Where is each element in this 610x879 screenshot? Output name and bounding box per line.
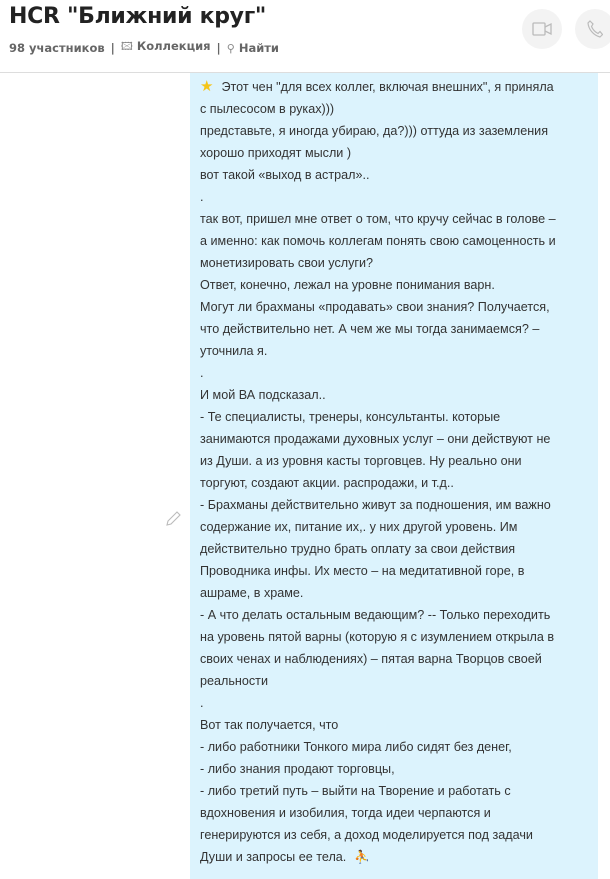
message-line: [200, 208, 556, 230]
message-line-text: вдохновения и изобилия, тогда идеи черпаются и: [200, 806, 491, 820]
message-line: [200, 714, 556, 736]
search-link[interactable]: [227, 41, 279, 55]
message-line: [200, 604, 556, 626]
message-line: [200, 362, 556, 384]
participants-link[interactable]: 98 участников: [9, 40, 105, 55]
message-line-text: торгуют, создают акции. распродажи, и т.д..: [200, 476, 454, 490]
message-line-text: Этот чен "для всех коллег, включая внешних", я приняла: [221, 80, 554, 94]
message-line-text: а именно: как помочь коллегам понять свою самоценность и: [200, 234, 556, 248]
chat-area: [0, 73, 610, 879]
message-line-text: - либо знания продают торговцы,: [200, 762, 395, 776]
message-line: [200, 164, 556, 186]
message-line: [200, 538, 556, 560]
star-emoji-icon: ★: [200, 78, 214, 95]
message-line: [200, 780, 556, 802]
message-line-text: - А что делать остальным ведающим? -- Только переходить: [200, 608, 551, 622]
message-line: [200, 692, 556, 714]
message-line-text: занимаются продажами духовных услуг – они действуют не: [200, 432, 551, 446]
video-call-button[interactable]: [522, 9, 562, 49]
message-line-text: на уровень пятой варны (которую я с изумлением открыла в: [200, 630, 555, 644]
message-line-text: - либо третий путь – выйти на Творение и работать с: [200, 784, 511, 798]
message-line-text: И мой ВА подсказал..: [200, 388, 326, 402]
message-line: [200, 648, 556, 670]
message-line: [200, 494, 556, 516]
message-line-text: Проводника инфы. Их место – на медитативной горе, в: [200, 564, 525, 578]
message-line: [200, 758, 556, 780]
message-line-text: Могут ли брахманы «продавать» свои знания? Получается,: [200, 300, 550, 314]
message-line: [200, 450, 556, 472]
separator: |: [216, 40, 221, 55]
message-line-text: Ответ, конечно, лежал на уровне понимания варн.: [200, 278, 495, 292]
message-line-text: Души и запросы ее тела.: [200, 850, 347, 864]
message-line: [200, 252, 556, 274]
message-line-text: своих ченах и наблюдениях) – пятая варна Творцов своей: [200, 652, 542, 666]
search-icon: ⚲: [226, 41, 235, 55]
message-line: [200, 472, 556, 494]
video-call-icon: [532, 22, 552, 36]
message-line-text: представьте, я иногда убираю, да?))) оттуда из заземления: [200, 124, 549, 138]
message-line-text: генерируются из себя, а доход моделируется под задачи: [200, 828, 533, 842]
separator: |: [110, 40, 115, 55]
dancer-emoji-icon: ⛹: [354, 850, 370, 864]
message-line: [200, 274, 556, 296]
message-line: [200, 582, 556, 604]
collection-label: Коллекция: [136, 39, 211, 53]
message-line-text: - Брахманы действительно живут за подношения, им важно: [200, 498, 551, 512]
message-line-text: монетизировать свои услуги?: [200, 256, 374, 270]
message-line: [200, 802, 556, 824]
message-line: [200, 142, 556, 164]
message-line: [200, 406, 556, 428]
pencil-icon[interactable]: [164, 510, 182, 528]
message-line-text: из Души. а из уровня касты торговцев. Ну реально они: [200, 454, 522, 468]
message-line-text: .: [200, 696, 204, 710]
message-line-text: что действительно нет. А чем же мы тогда занимаемся? –: [200, 322, 540, 336]
message-line: [200, 230, 556, 252]
chat-header: [0, 0, 610, 73]
message-line-text: ашраме, в храме.: [200, 586, 304, 600]
message-bubble[interactable]: [190, 73, 598, 879]
message-line: [200, 670, 556, 692]
search-label: Найти: [238, 40, 279, 55]
message-line-text: уточнила я.: [200, 344, 268, 358]
message-line: [200, 824, 556, 846]
message-line-text: реальности: [200, 674, 268, 688]
message-line: [200, 318, 556, 340]
message-line: [200, 98, 556, 120]
message-line-text: вот такой «выход в астрал»..: [200, 168, 370, 182]
message-text: [200, 76, 556, 868]
message-line: [200, 736, 556, 758]
message-line: [200, 516, 556, 538]
message-line-text: - Те специалисты, тренеры, консультанты. которые: [200, 410, 501, 424]
message-line: [200, 384, 556, 406]
message-line: [200, 296, 556, 318]
message-line-text: .: [200, 366, 204, 380]
message-line: [200, 428, 556, 450]
message-line: [200, 340, 556, 362]
message-line: [200, 120, 556, 142]
message-line: [200, 846, 556, 868]
message-line: [200, 186, 556, 208]
chat-title: HCR "Ближний круг": [9, 4, 267, 29]
message-line-text: действительно трудно брать оплату за свои действия: [200, 542, 516, 556]
message-line: [200, 626, 556, 648]
chat-subtitle: [9, 38, 279, 57]
collection-link[interactable]: [121, 38, 211, 57]
message-line-text: так вот, пришел мне ответ о том, что кручу сейчас в голове –: [200, 212, 556, 226]
message-line-text: хорошо приходят мысли ): [200, 146, 352, 160]
message-line-text: содержание их, питание их,. у них другой уровень. Им: [200, 520, 518, 534]
call-button[interactable]: [575, 9, 610, 49]
message-line: [200, 76, 556, 98]
message-line-text: Вот так получается, что: [200, 718, 339, 732]
message-line: [200, 560, 556, 582]
message-line-text: .: [200, 190, 204, 204]
gallery-icon: 🖾: [120, 40, 133, 53]
message-line-text: с пылесосом в руках))): [200, 102, 335, 116]
phone-icon: [587, 20, 603, 38]
message-line-text: - либо работники Тонкого мира либо сидят без денег,: [200, 740, 512, 754]
